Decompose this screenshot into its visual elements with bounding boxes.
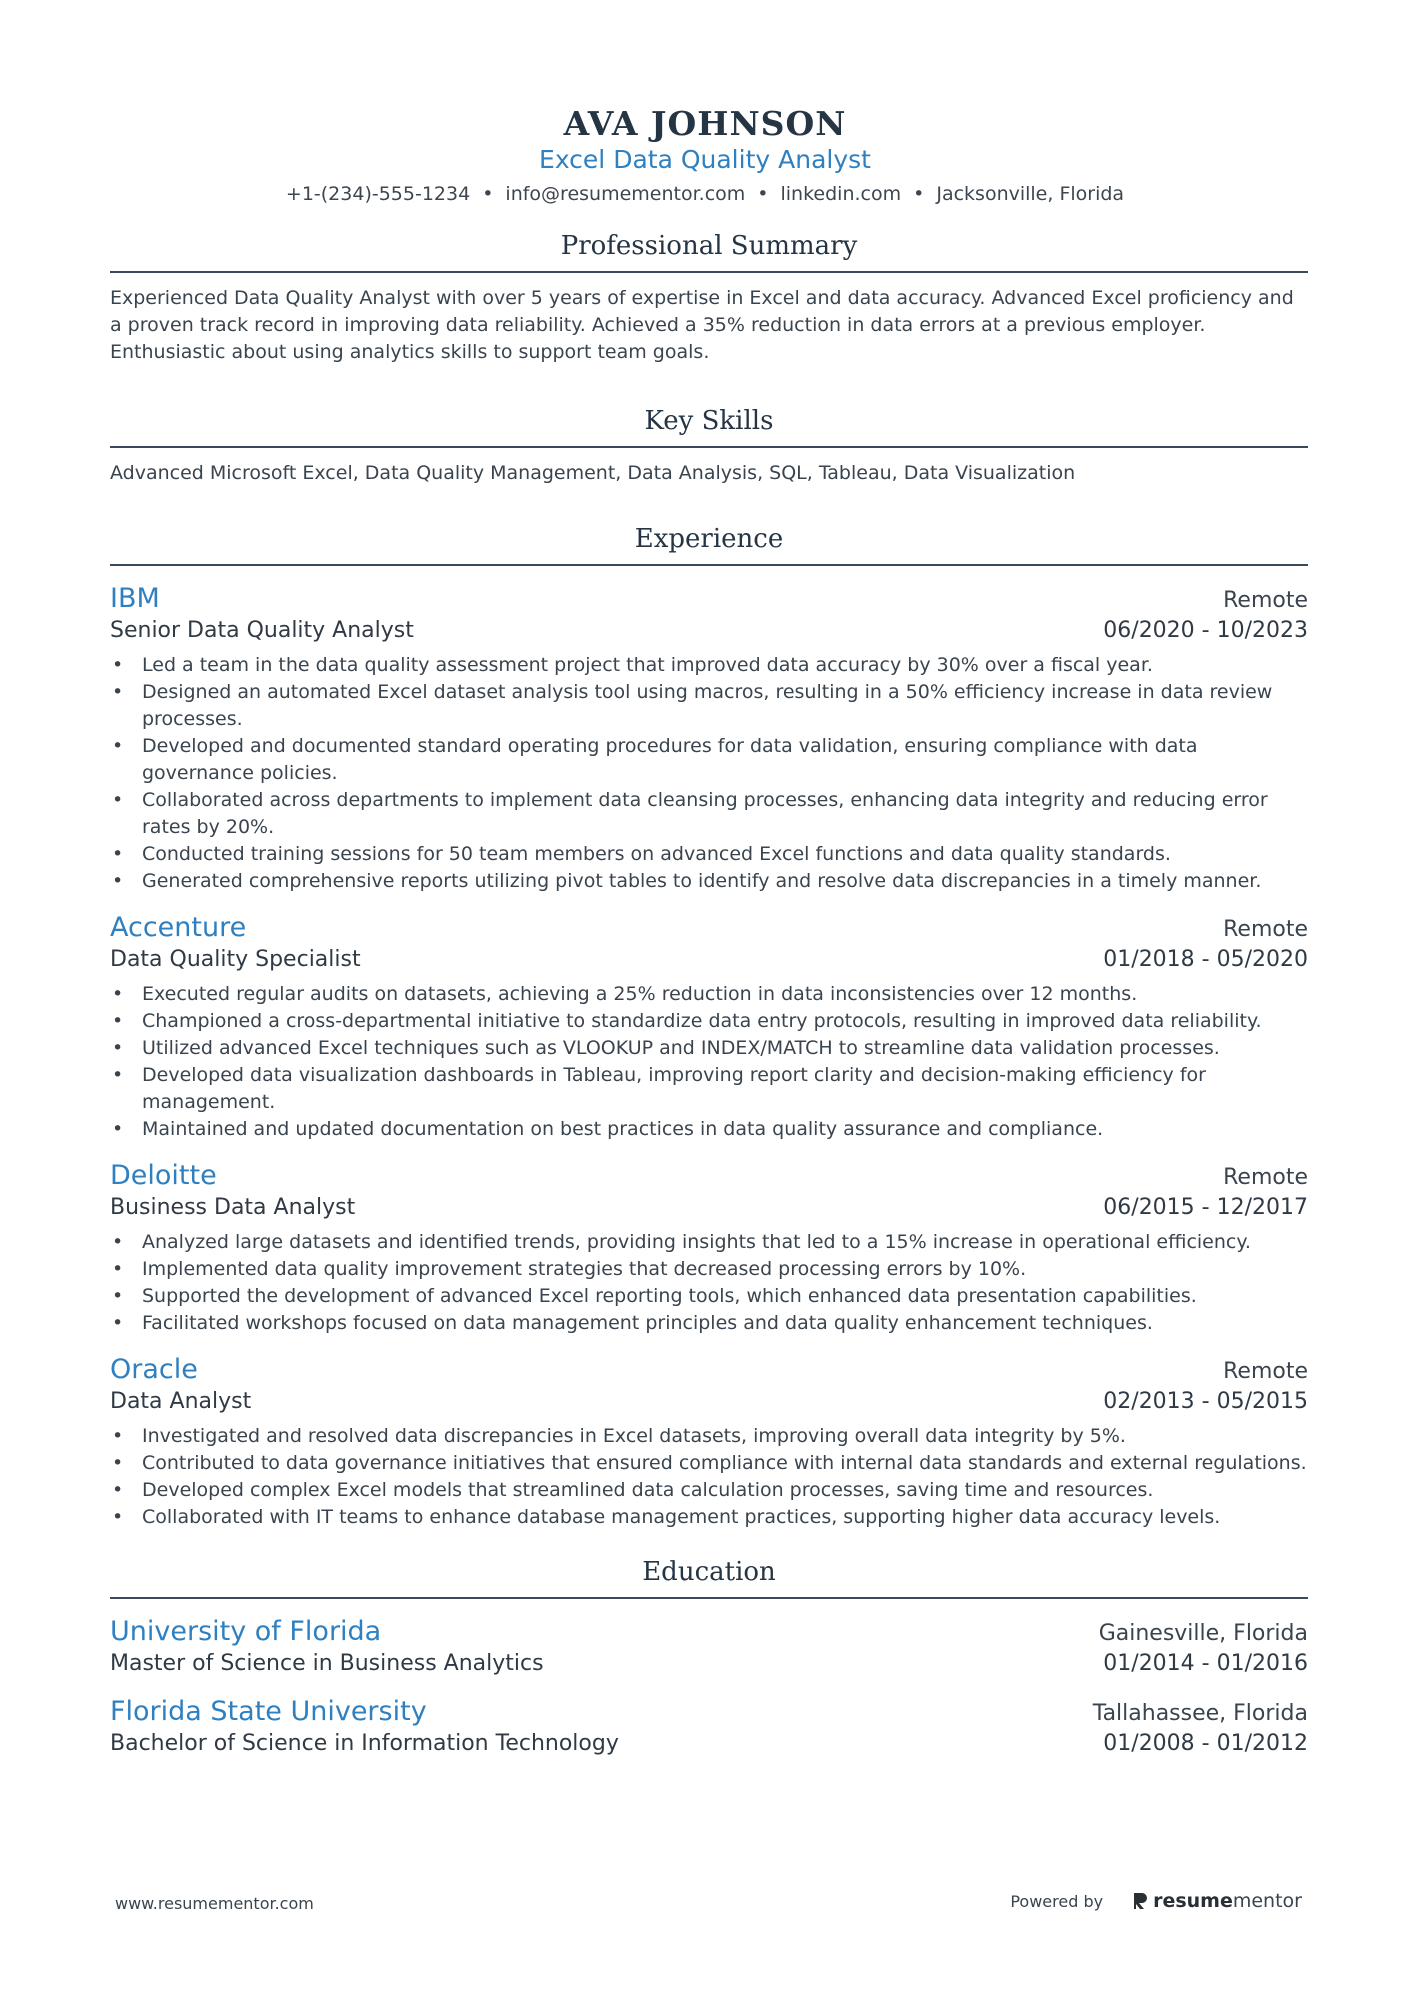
bullet-item: • Developed and documented standard operating procedures for data validation, ensuring compliance with data governance policies.	[142, 733, 1308, 787]
bullet-item: • Analyzed large datasets and identified trends, providing insights that led to a 15% increase in operational efficiency.	[142, 1229, 1308, 1256]
summary-text: Experienced Data Quality Analyst with over 5 years of expertise in Excel and data accuracy. Advanced Excel proficiency and a proven track record in improving data reliability. Achieved a 35% reduction in data errors at a previous employer. Enthusiastic about using analytics skills to support team goals.	[110, 287, 1294, 363]
bullet-item: • Generated comprehensive reports utilizing pivot tables to identify and resolve data discrepancies in a timely manner.	[142, 868, 1308, 895]
company-name: Deloitte	[110, 1160, 217, 1191]
bullet-item: • Led a team in the data quality assessment project that improved data accuracy by 30% over a fiscal year.	[142, 652, 1308, 679]
footer-website[interactable]: www.resumementor.com	[115, 1894, 314, 1913]
school-name: University of Florida	[110, 1616, 382, 1647]
job-dates: 02/2013 - 05/2015	[1103, 1389, 1308, 1414]
contact-phone: +1-(234)-555-1234	[285, 183, 471, 205]
job-role: Data Quality Specialist	[110, 947, 361, 972]
resumementor-logo-icon	[1131, 1891, 1149, 1911]
bullet-item: • Executed regular audits on datasets, achieving a 25% reduction in data inconsistencies over 12 months.	[142, 981, 1308, 1008]
job-dates: 06/2020 - 10/2023	[1103, 618, 1308, 643]
bullet-item: • Facilitated workshops focused on data management principles and data quality enhancement techniques.	[142, 1310, 1308, 1337]
job-location: Remote	[1223, 917, 1308, 942]
education-entry	[110, 1615, 1308, 1679]
contact-linkedin[interactable]: linkedin.com	[780, 183, 902, 205]
candidate-name: AVA JOHNSON	[563, 104, 847, 143]
company-name: IBM	[110, 583, 160, 614]
bullet-item: • Supported the development of advanced Excel reporting tools, which enhanced data presentation capabilities.	[142, 1283, 1308, 1310]
contact-line	[0, 180, 1410, 208]
bullet-item: • Developed complex Excel models that streamlined data calculation processes, saving time and resources.	[142, 1477, 1308, 1504]
contact-email[interactable]: info@resumementor.com	[505, 183, 746, 205]
bullet-item: • Utilized advanced Excel techniques such as VLOOKUP and INDEX/MATCH to streamline data validation processes.	[142, 1035, 1308, 1062]
powered-by-label: Powered by	[1010, 1891, 1104, 1911]
job-role: Business Data Analyst	[110, 1195, 356, 1220]
bullet-item: • Championed a cross-departmental initiative to standardize data entry protocols, resulting in improved data reliability.	[142, 1008, 1308, 1035]
bullet-item: • Conducted training sessions for 50 team members on advanced Excel functions and data quality standards.	[142, 841, 1308, 868]
bullet-item: • Investigated and resolved data discrepancies in Excel datasets, improving overall data integrity by 5%.	[142, 1423, 1308, 1450]
education-dates: 01/2008 - 01/2012	[1103, 1731, 1308, 1756]
school-name: Florida State University	[110, 1696, 427, 1727]
company-name: Accenture	[110, 912, 247, 943]
company-name: Oracle	[110, 1354, 198, 1385]
education-dates: 01/2014 - 01/2016	[1103, 1651, 1308, 1676]
section-heading: Key Skills	[110, 404, 1308, 448]
bullet-item: • Maintained and updated documentation on best practices in data quality assurance and compliance.	[142, 1116, 1308, 1143]
summary-section	[110, 229, 1308, 366]
section-heading: Experience	[110, 522, 1308, 566]
job-bullets	[110, 1423, 1308, 1531]
job-location: Remote	[1223, 1359, 1308, 1384]
bullet-item: • Designed an automated Excel dataset analysis tool using macros, resulting in a 50% efficiency increase in data review processes.	[142, 679, 1308, 733]
job-location: Remote	[1223, 588, 1308, 613]
job-dates: 01/2018 - 05/2020	[1103, 947, 1308, 972]
skills-section	[110, 404, 1308, 487]
degree: Bachelor of Science in Information Technology	[110, 1731, 619, 1756]
bullet-item: • Implemented data quality improvement strategies that decreased processing errors by 10%.	[142, 1256, 1308, 1283]
separator-dot: •	[913, 183, 925, 205]
experience-section	[110, 522, 1308, 1531]
job-bullets	[110, 652, 1308, 895]
job-entry	[110, 911, 1308, 1143]
job-entry	[110, 1159, 1308, 1337]
section-heading: Education	[110, 1555, 1308, 1599]
job-location: Remote	[1223, 1165, 1308, 1190]
contact-location: Jacksonville, Florida	[936, 183, 1125, 205]
bullet-item: • Developed data visualization dashboards in Tableau, improving report clarity and decision-making efficiency for management.	[142, 1062, 1308, 1116]
separator-dot: •	[757, 183, 769, 205]
school-location: Gainesville, Florida	[1098, 1621, 1308, 1646]
section-heading: Professional Summary	[110, 229, 1308, 273]
brand-light: mentor	[1232, 1890, 1302, 1912]
job-bullets	[110, 1229, 1308, 1337]
job-entry	[110, 1353, 1308, 1531]
education-section	[110, 1555, 1308, 1759]
candidate-title: Excel Data Quality Analyst	[539, 145, 871, 174]
resume-header	[0, 0, 1410, 208]
education-entry	[110, 1695, 1308, 1759]
bullet-item: • Collaborated with IT teams to enhance database management practices, supporting higher data accuracy levels.	[142, 1504, 1308, 1531]
separator-dot: •	[482, 183, 494, 205]
school-location: Tallahassee, Florida	[1092, 1701, 1308, 1726]
bullet-item: • Collaborated across departments to implement data cleansing processes, enhancing data integrity and reducing error rates by 20%.	[142, 787, 1308, 841]
job-role: Data Analyst	[110, 1389, 252, 1414]
bullet-item: • Contributed to data governance initiatives that ensured compliance with internal data standards and external regulations.	[142, 1450, 1308, 1477]
job-bullets	[110, 981, 1308, 1143]
skills-text: Advanced Microsoft Excel, Data Quality Management, Data Analysis, SQL, Tableau, Data Visualization	[110, 462, 1076, 484]
job-dates: 06/2015 - 12/2017	[1103, 1195, 1308, 1220]
brand-logo[interactable]	[1131, 1890, 1302, 1912]
degree: Master of Science in Business Analytics	[110, 1651, 544, 1676]
job-role: Senior Data Quality Analyst	[110, 618, 414, 643]
job-entry	[110, 582, 1308, 895]
brand-bold: resume	[1153, 1890, 1233, 1912]
footer-branding	[1010, 1890, 1302, 1912]
